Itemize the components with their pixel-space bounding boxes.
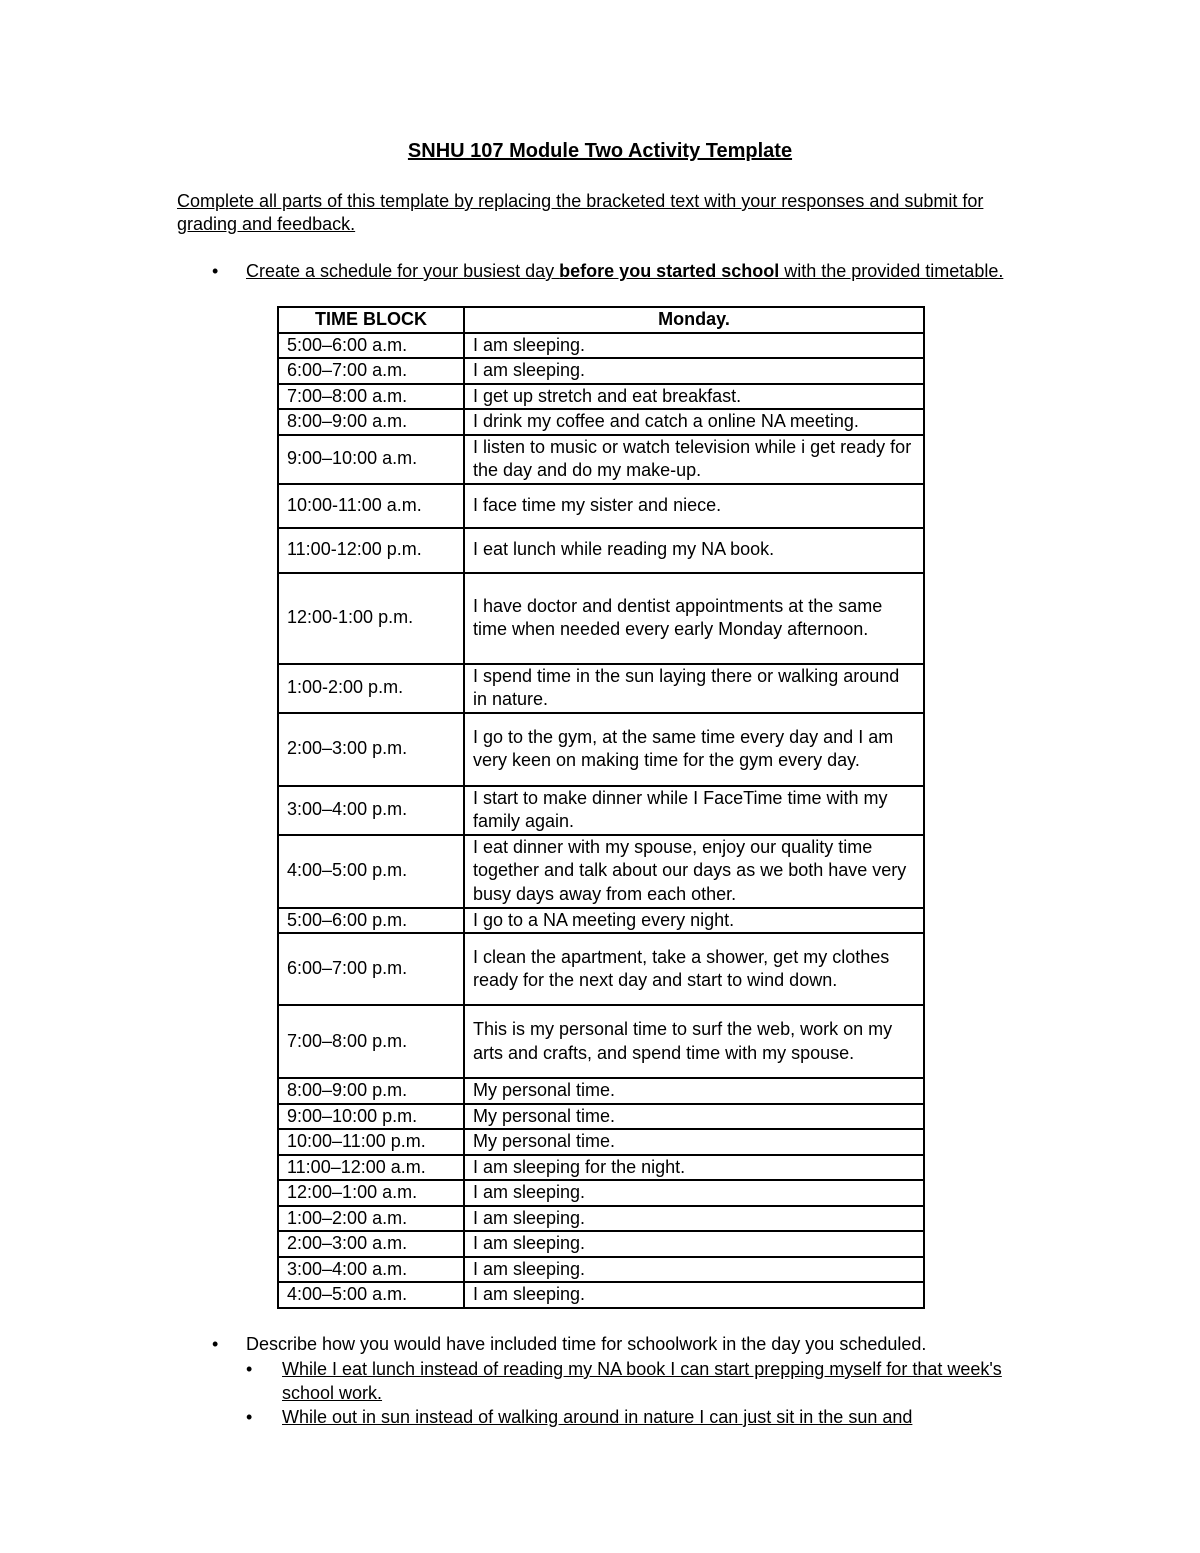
time-block-cell: 10:00-11:00 a.m.: [278, 484, 464, 528]
table-row: [278, 409, 924, 435]
table-row: [278, 786, 924, 835]
activity-cell: I am sleeping.: [464, 1257, 924, 1283]
table-row: [278, 384, 924, 410]
table-row: [278, 484, 924, 528]
activity-cell: I drink my coffee and catch a online NA meeting.: [464, 409, 924, 435]
time-block-cell: 11:00–12:00 a.m.: [278, 1155, 464, 1181]
table-row: [278, 1005, 924, 1078]
table-row: [278, 573, 924, 664]
bullet-text: Create a schedule for your busiest day before you started school with the provided timetable.: [246, 261, 1004, 281]
bullet-icon: •: [212, 261, 219, 281]
time-block-cell: 1:00–2:00 a.m.: [278, 1206, 464, 1232]
time-block-cell: 3:00–4:00 p.m.: [278, 786, 464, 835]
time-block-cell: 9:00–10:00 p.m.: [278, 1104, 464, 1130]
time-block-cell: 8:00–9:00 p.m.: [278, 1078, 464, 1104]
activity-cell: I am sleeping.: [464, 333, 924, 359]
table-row: [278, 1257, 924, 1283]
table-row: [278, 933, 924, 1005]
time-block-cell: 7:00–8:00 a.m.: [278, 384, 464, 410]
time-block-cell: 8:00–9:00 a.m.: [278, 409, 464, 435]
time-block-cell: 5:00–6:00 p.m.: [278, 908, 464, 934]
time-block-cell: 9:00–10:00 a.m.: [278, 435, 464, 484]
table-row: [278, 1155, 924, 1181]
sub-bullet-text: While out in sun instead of walking around in nature I can just sit in the sun and: [282, 1407, 913, 1427]
table-row: [278, 1129, 924, 1155]
time-block-cell: 6:00–7:00 a.m.: [278, 358, 464, 384]
table-row: [278, 358, 924, 384]
activity-cell: I start to make dinner while I FaceTime time with my family again.: [464, 786, 924, 835]
table-row: [278, 528, 924, 573]
activity-cell: I am sleeping for the night.: [464, 1155, 924, 1181]
page-title: SNHU 107 Module Two Activity Template: [407, 140, 793, 162]
activity-cell: I am sleeping.: [464, 1180, 924, 1206]
table-row: [278, 1206, 924, 1232]
header-day: Monday.: [464, 307, 924, 333]
time-block-cell: 4:00–5:00 a.m.: [278, 1282, 464, 1308]
bullet-icon: •: [212, 1334, 219, 1354]
table-row: [278, 908, 924, 934]
activity-cell: I clean the apartment, take a shower, get my clothes ready for the next day and start to wind down.: [464, 933, 924, 1005]
table-row: [278, 333, 924, 359]
activity-cell: I eat lunch while reading my NA book.: [464, 528, 924, 573]
bullet-icon: •: [246, 1359, 253, 1379]
activity-cell: I listen to music or watch television while i get ready for the day and do my make-up.: [464, 435, 924, 484]
time-block-cell: 10:00–11:00 p.m.: [278, 1129, 464, 1155]
activity-cell: I am sleeping.: [464, 1231, 924, 1257]
table-header-row: [278, 307, 924, 333]
activity-cell: I go to a NA meeting every night.: [464, 908, 924, 934]
table-row: [278, 1104, 924, 1130]
time-block-cell: 6:00–7:00 p.m.: [278, 933, 464, 1005]
activity-cell: My personal time.: [464, 1104, 924, 1130]
table-row: [278, 835, 924, 908]
activity-cell: My personal time.: [464, 1129, 924, 1155]
activity-cell: I am sleeping.: [464, 358, 924, 384]
time-block-cell: 4:00–5:00 p.m.: [278, 835, 464, 908]
instructions-text: Complete all parts of this template by replacing the bracketed text with your responses and submit for grading and feedback.: [177, 191, 984, 234]
activity-cell: My personal time.: [464, 1078, 924, 1104]
table-row: [278, 1231, 924, 1257]
time-block-cell: 2:00–3:00 a.m.: [278, 1231, 464, 1257]
header-time-block: TIME BLOCK: [278, 307, 464, 333]
activity-cell: I have doctor and dentist appointments at the same time when needed every early Monday afternoon.: [464, 573, 924, 664]
table-row: [278, 1078, 924, 1104]
activity-cell: I get up stretch and eat breakfast.: [464, 384, 924, 410]
time-block-cell: 7:00–8:00 p.m.: [278, 1005, 464, 1078]
activity-cell: I eat dinner with my spouse, enjoy our quality time together and talk about our days as we both have very busy days away from each other.: [464, 835, 924, 908]
time-block-cell: 11:00-12:00 p.m.: [278, 528, 464, 573]
sub-bullet-text: While I eat lunch instead of reading my NA book I can start prepping myself for that week's school work.: [282, 1359, 1002, 1403]
table-row: [278, 1282, 924, 1308]
activity-cell: I face time my sister and niece.: [464, 484, 924, 528]
time-block-cell: 5:00–6:00 a.m.: [278, 333, 464, 359]
time-block-cell: 1:00-2:00 p.m.: [278, 664, 464, 713]
table-row: [278, 435, 924, 484]
schedule-table: [277, 306, 925, 1309]
bullet-text: Describe how you would have included time for schoolwork in the day you scheduled.: [246, 1334, 927, 1354]
time-block-cell: 12:00–1:00 a.m.: [278, 1180, 464, 1206]
time-block-cell: 3:00–4:00 a.m.: [278, 1257, 464, 1283]
time-block-cell: 12:00-1:00 p.m.: [278, 573, 464, 664]
table-row: [278, 713, 924, 786]
activity-cell: I go to the gym, at the same time every day and I am very keen on making time for the gym every day.: [464, 713, 924, 786]
table-row: [278, 1180, 924, 1206]
activity-cell: I spend time in the sun laying there or walking around in nature.: [464, 664, 924, 713]
time-block-cell: 2:00–3:00 p.m.: [278, 713, 464, 786]
bullet-icon: •: [246, 1407, 253, 1427]
activity-cell: This is my personal time to surf the web, work on my arts and crafts, and spend time with my spouse.: [464, 1005, 924, 1078]
activity-cell: I am sleeping.: [464, 1282, 924, 1308]
table-row: [278, 664, 924, 713]
activity-cell: I am sleeping.: [464, 1206, 924, 1232]
